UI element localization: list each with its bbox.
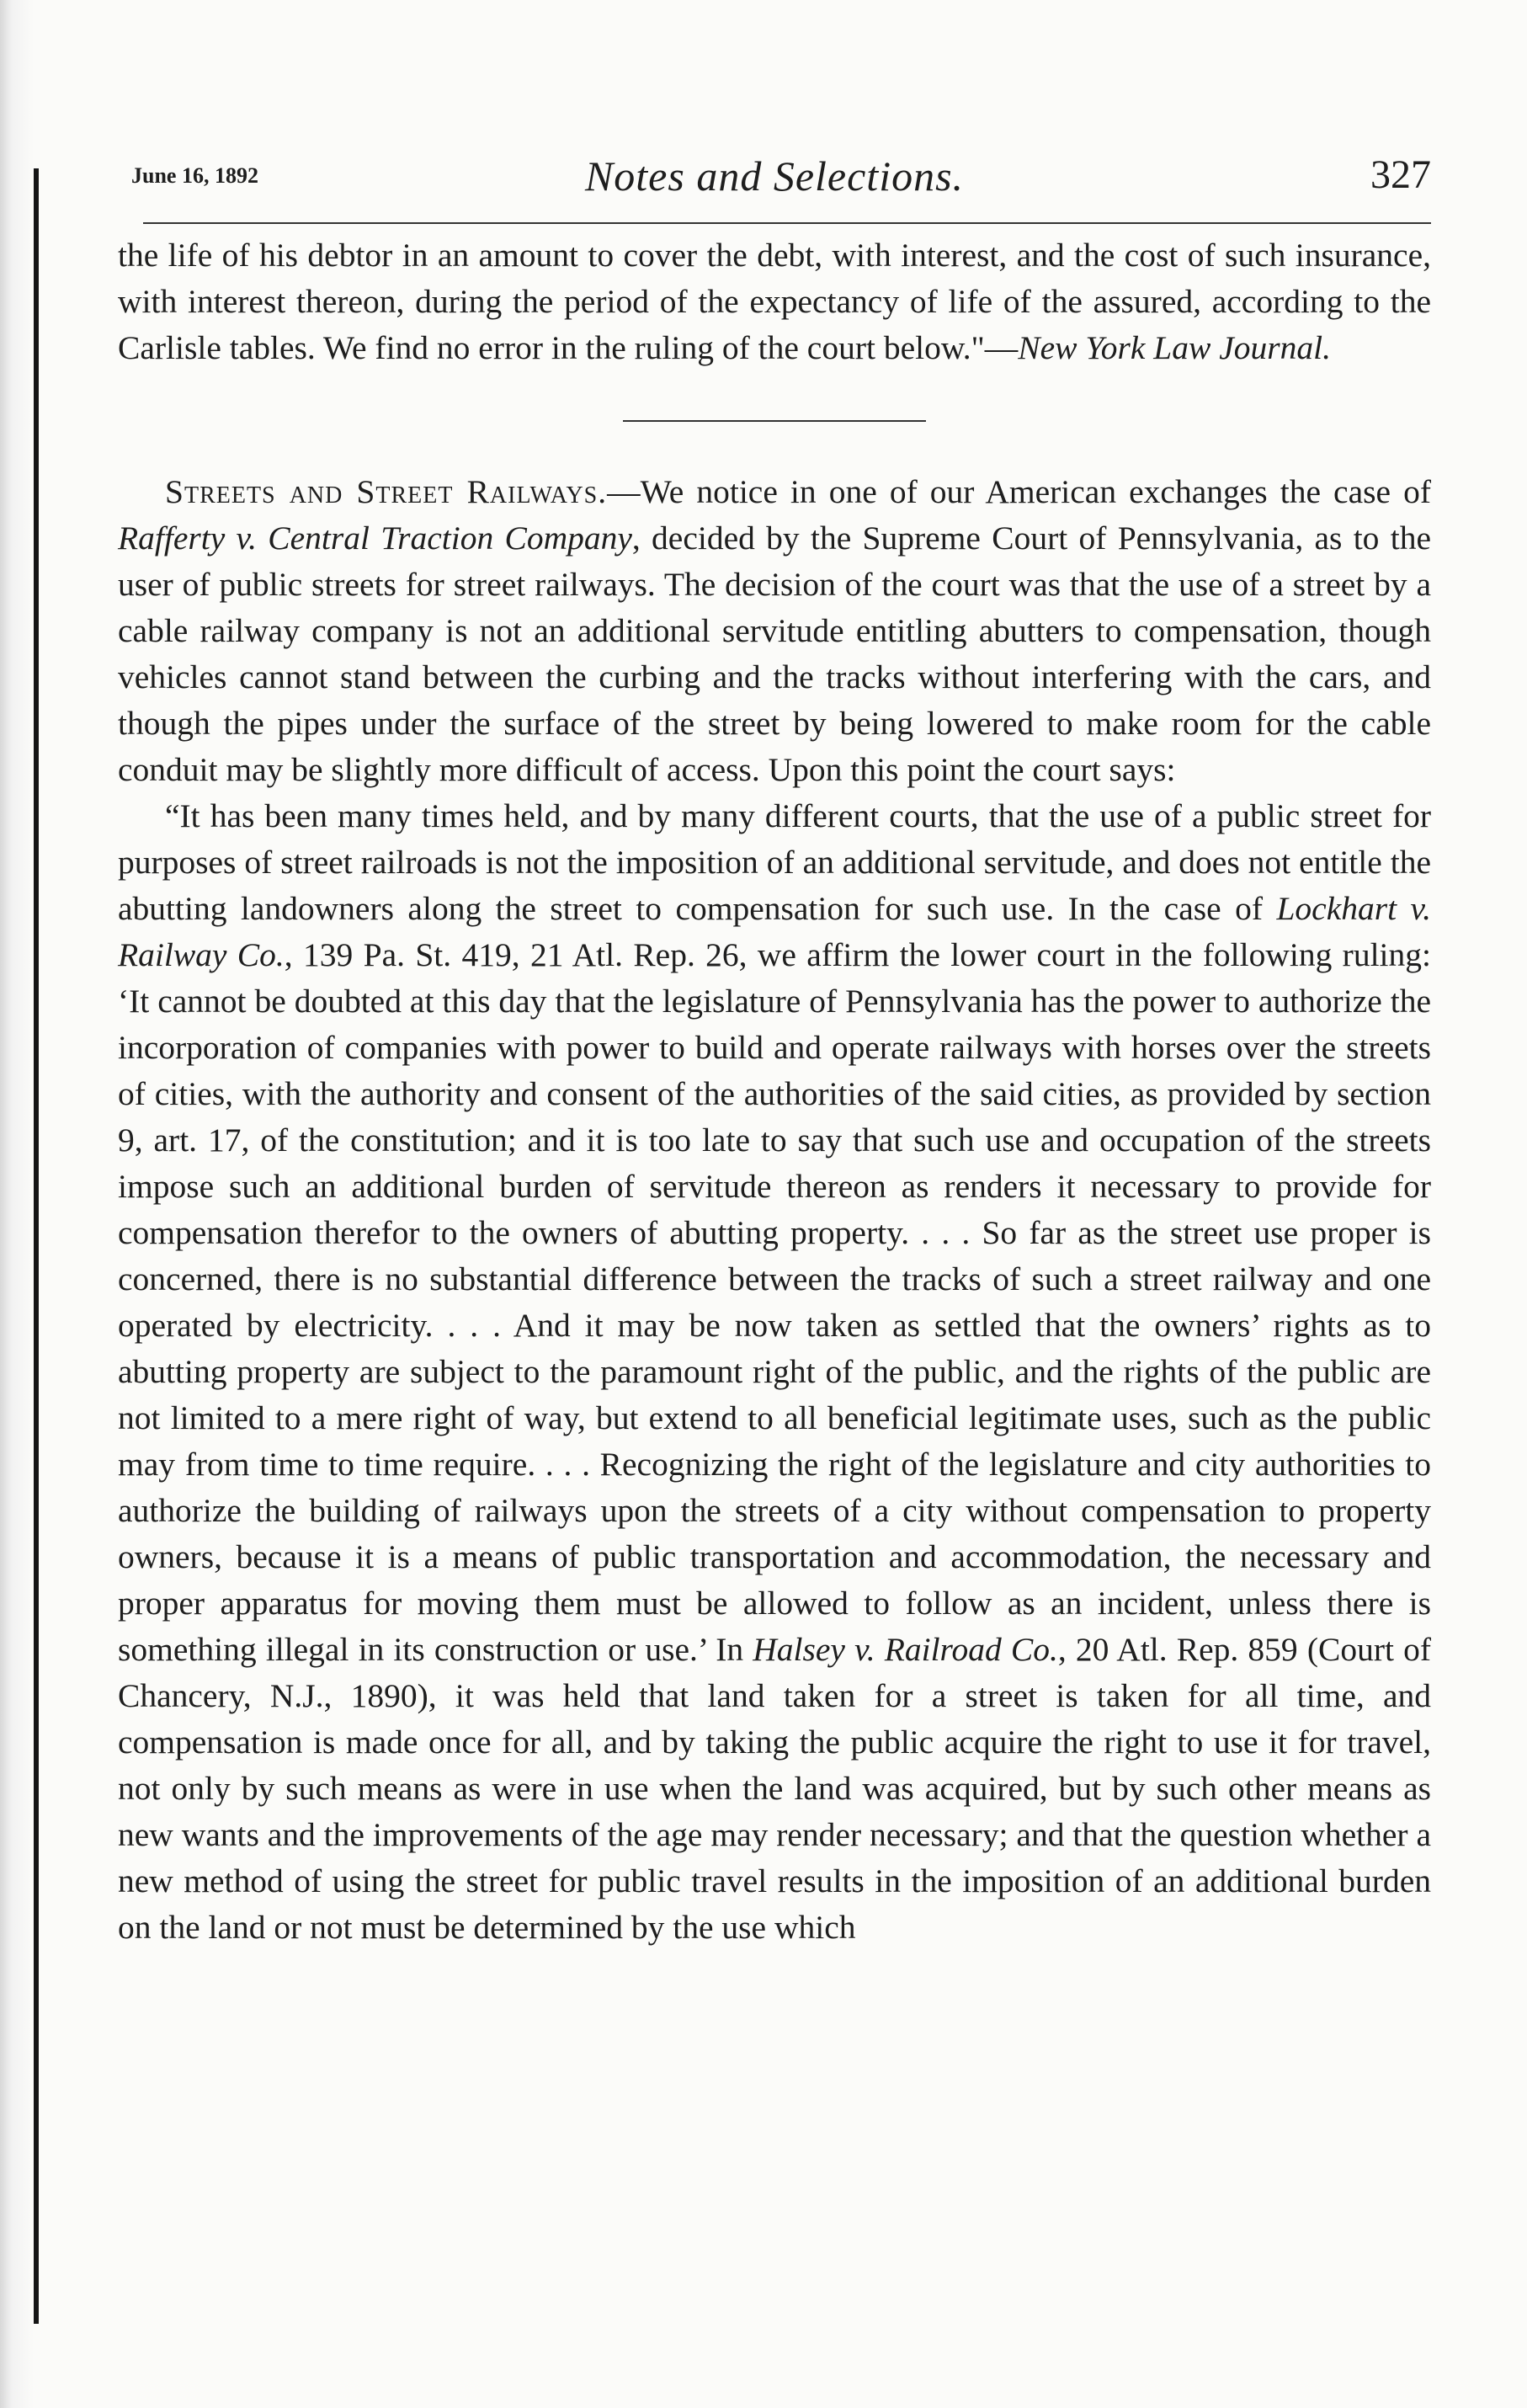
source-citation: New York Law Journal. <box>1018 329 1331 366</box>
quotation-part-c: , 20 Atl. Rep. 859 (Court of Chancery, N.J., 1890), it was held that land taken for a street is taken for all time, and compensation is made once for all, and by taking the public acquire the right to use it for travel, not only by such means as were in use when the land was acquired, but by such other means as new wants and the improvements of the age may render necessary; and that the question whether a new method of using the street for public travel results in the imposition of an additional burden on the land or not must be determined by the use which <box>118 1631 1431 1946</box>
header-rule <box>143 222 1431 224</box>
court-quotation <box>118 793 1431 1951</box>
issue-date: June 16, 1892 <box>131 163 258 188</box>
section-paragraph <box>118 469 1431 793</box>
section-divider <box>623 420 926 422</box>
binding-shadow-line <box>34 168 39 2324</box>
case-name-lockhart: Lockhart v. Railway Co. <box>118 890 1432 973</box>
running-title: Notes and Selections. <box>584 152 965 200</box>
body-text <box>118 232 1431 1951</box>
page <box>118 152 1431 1951</box>
section-heading: Streets and Street Railways. <box>165 473 608 510</box>
quotation-part-a: “It has been many times held, and by many different courts, that the use of a public street for purposes of street railroads is not the imposition of an additional servitude, and does not entitle the abutting landowners along the street to compensation for such use. In the case of <box>118 797 1431 927</box>
case-name-halsey: Halsey v. Railroad Co. <box>753 1631 1058 1668</box>
case-name-rafferty: Rafferty v. Central Traction Company <box>118 519 632 557</box>
section-intro-b: , decided by the Supreme Court of Pennsylvania, as to the user of public streets for street railways. The decision of the court was that the use of a street by a cable railway company is not an additional servitude entitling abutters to compensation, though vehicles cannot stand between the curbing and the tracks without interfering with the cars, and though the pipes under the surface of the street by being lowered to make room for the cable conduit may be slightly more difficult of access. Upon this point the court says: <box>118 519 1431 788</box>
running-head <box>118 152 1431 219</box>
continued-paragraph <box>118 232 1431 371</box>
section-intro-a: —We notice in one of our American exchanges the case of <box>607 473 1431 510</box>
quotation-part-b: , 139 Pa. St. 419, 21 Atl. Rep. 26, we affirm the lower court in the following ruling: ‘It cannot be doubted at this day that the legislature of Pennsylvania has the power to authorize the incorporation of companies with power to build and operate railways with horses over the streets of cities, with the authority and consent of the authorities of the said cities, as provided by section 9, art. 17, of the constitution; and it is too late to say that such use and occupation of the streets impose such an additional burden of servitude thereon as renders it necessary to provide for compensation therefor to the owners of abutting property. . . . So far as the street use proper is concerned, there is no substantial difference between the tracks of such a street railway and one operated by electricity. . . . And it may be now taken as settled that the owners’ rights as to abutting property are subject to the paramount right of the public, and the rights of the public are not limited to a mere right of way, but extend to all beneficial legitimate uses, such as the public may from time to time require. . . . Recognizing the right of the legislature and city authorities to authorize the building of railways upon the streets of a city without compensation to property owners, because it is a means of public transportation and accommodation, the necessary and proper apparatus for moving them must be allowed to follow as an incident, unless there is something illegal in its construction or use.’ In <box>118 936 1431 1668</box>
page-number: 327 <box>1370 152 1431 197</box>
continued-paragraph-text: the life of his debtor in an amount to cover the debt, with interest, and the cost of such insurance, with interest thereon, during the period of the expectancy of life of the assured, according to the Carlisle tables. We find no error in the ruling of the court below."— <box>118 237 1431 366</box>
